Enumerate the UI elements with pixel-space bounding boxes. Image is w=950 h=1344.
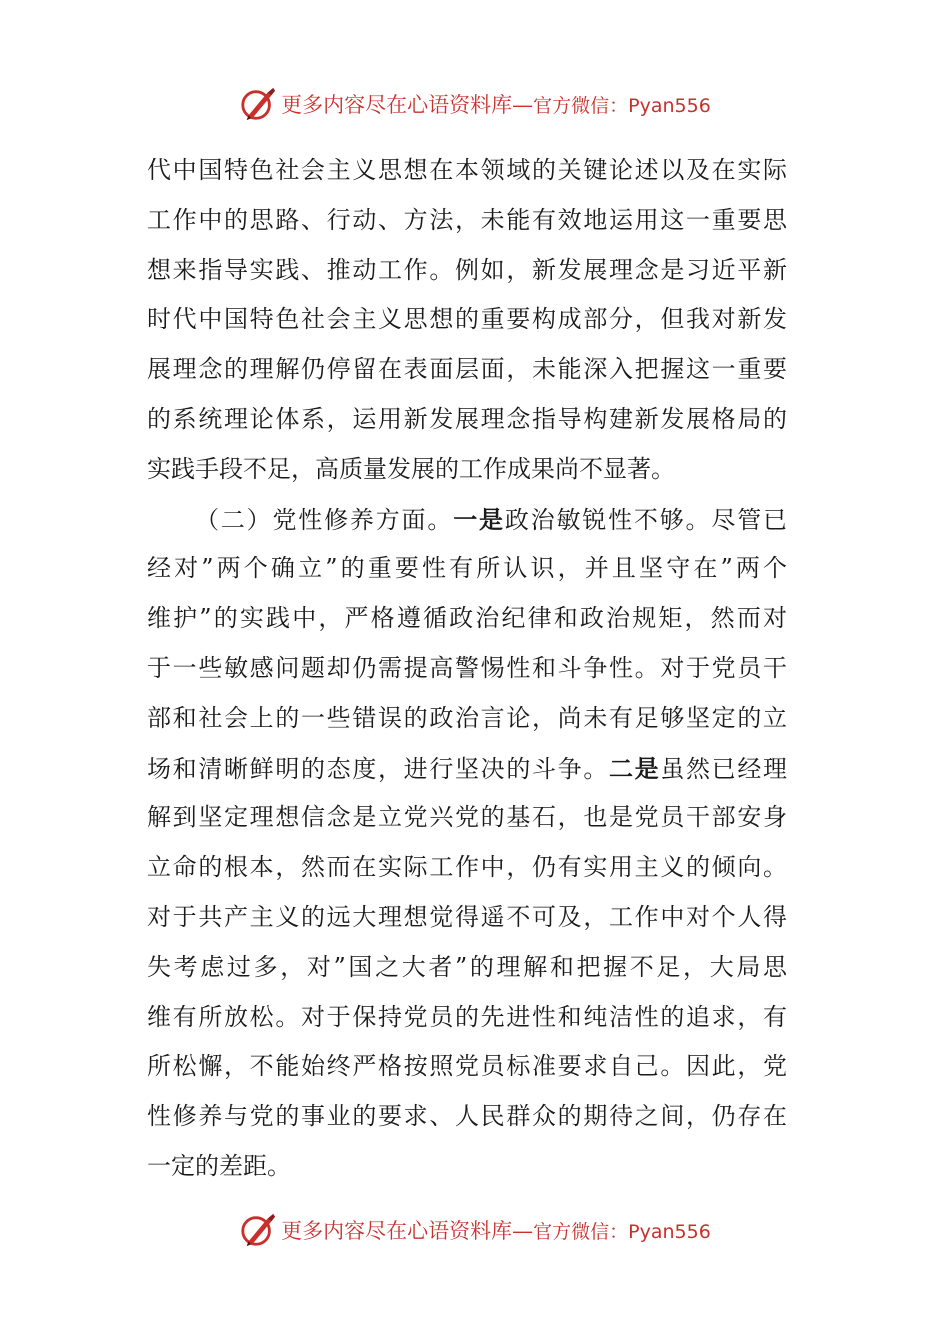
text-run: 失考虑过多，对”国之大者”的理解和把握不足，大局思 — [147, 952, 787, 981]
text-run: 一定的差距。 — [147, 1151, 291, 1180]
text-run: 工作中的思路、行动、方法，未能有效地运用这一重要思 — [147, 205, 787, 234]
watermark-text — [281, 1215, 711, 1245]
text-line — [147, 943, 787, 993]
header-watermark — [0, 82, 950, 126]
text-run: 立命的根本，然而在实际工作中，仍有实用主义的倾向。 — [147, 853, 787, 882]
text-line — [147, 345, 787, 395]
text-run: 时代中国特色社会主义思想的重要构成部分，但我对新发 — [147, 305, 787, 334]
text-line — [147, 1042, 787, 1092]
text-line — [147, 495, 787, 545]
text-run: （二）党性修养方面。 — [195, 505, 454, 534]
text-run: 政治敏锐性不够。尽管已 — [504, 505, 788, 534]
text-run: 维有所放松。对于保持党员的先进性和纯洁性的追求，有 — [147, 1002, 787, 1031]
text-run: 对于共产主义的远大理想觉得遥不可及，工作中对个人得 — [147, 902, 787, 931]
pen-logo-icon — [239, 85, 277, 123]
text-line — [147, 295, 787, 345]
text-run: 于一些敏感问题却仍需提高警惕性和斗争性。对于党员干 — [147, 653, 787, 682]
watermark-title: 更多内容尽在心语资料库 — [281, 1219, 513, 1243]
text-line — [147, 793, 787, 843]
text-line — [147, 196, 787, 246]
watermark-text — [281, 89, 711, 119]
text-line — [147, 146, 787, 196]
text-run: 想来指导实践、推动工作。例如，新发展理念是习近平新 — [147, 255, 787, 284]
watermark-contact: 官方微信：Pyan556 — [533, 1221, 711, 1243]
text-run: 虽然已经理 — [660, 754, 788, 783]
text-run: 的系统理论体系，运用新发展理念指导构建新发展格局的 — [147, 404, 787, 433]
watermark-title: 更多内容尽在心语资料库 — [281, 93, 513, 117]
text-line — [147, 893, 787, 943]
text-run: 实践手段不足，高质量发展的工作成果尚不显著。 — [147, 454, 675, 483]
text-line — [147, 644, 787, 694]
text-line — [147, 395, 787, 445]
watermark-separator: — — [512, 1219, 534, 1243]
text-line — [147, 843, 787, 893]
text-run: 解到坚定理想信念是立党兴党的基石，也是党员干部安身 — [147, 803, 787, 832]
text-run: 代中国特色社会主义思想在本领域的关键论述以及在实际 — [147, 156, 787, 184]
text-line — [147, 993, 787, 1043]
bold-marker: 二是 — [609, 753, 661, 783]
watermark-contact: 官方微信：Pyan556 — [533, 95, 711, 117]
text-line — [147, 246, 787, 296]
text-line — [147, 544, 787, 594]
text-line — [147, 594, 787, 644]
text-line — [147, 1142, 787, 1192]
text-line — [147, 694, 787, 744]
document-body — [147, 146, 787, 1192]
text-line — [147, 744, 787, 794]
bold-marker: 一是 — [453, 504, 505, 534]
text-run: 部和社会上的一些错误的政治言论，尚未有足够坚定的立 — [147, 703, 787, 732]
text-line — [147, 1092, 787, 1142]
text-run: 所松懈，不能始终严格按照党员标准要求自己。因此，党 — [147, 1052, 787, 1081]
text-run: 场和清晰鲜明的态度，进行坚决的斗争。 — [147, 754, 609, 783]
text-run: 维护”的实践中，严格遵循政治纪律和政治规矩，然而对 — [147, 604, 787, 633]
text-line — [147, 445, 787, 495]
pen-logo-icon — [239, 1211, 277, 1249]
footer-watermark — [0, 1208, 950, 1252]
text-run: 性修养与党的事业的要求、人民群众的期待之间，仍存在 — [147, 1102, 787, 1131]
text-run: 经对”两个确立”的重要性有所认识，并且坚守在”两个 — [147, 554, 787, 583]
watermark-separator: — — [512, 93, 534, 117]
text-run: 展理念的理解仍停留在表面层面，未能深入把握这一重要 — [147, 355, 787, 384]
